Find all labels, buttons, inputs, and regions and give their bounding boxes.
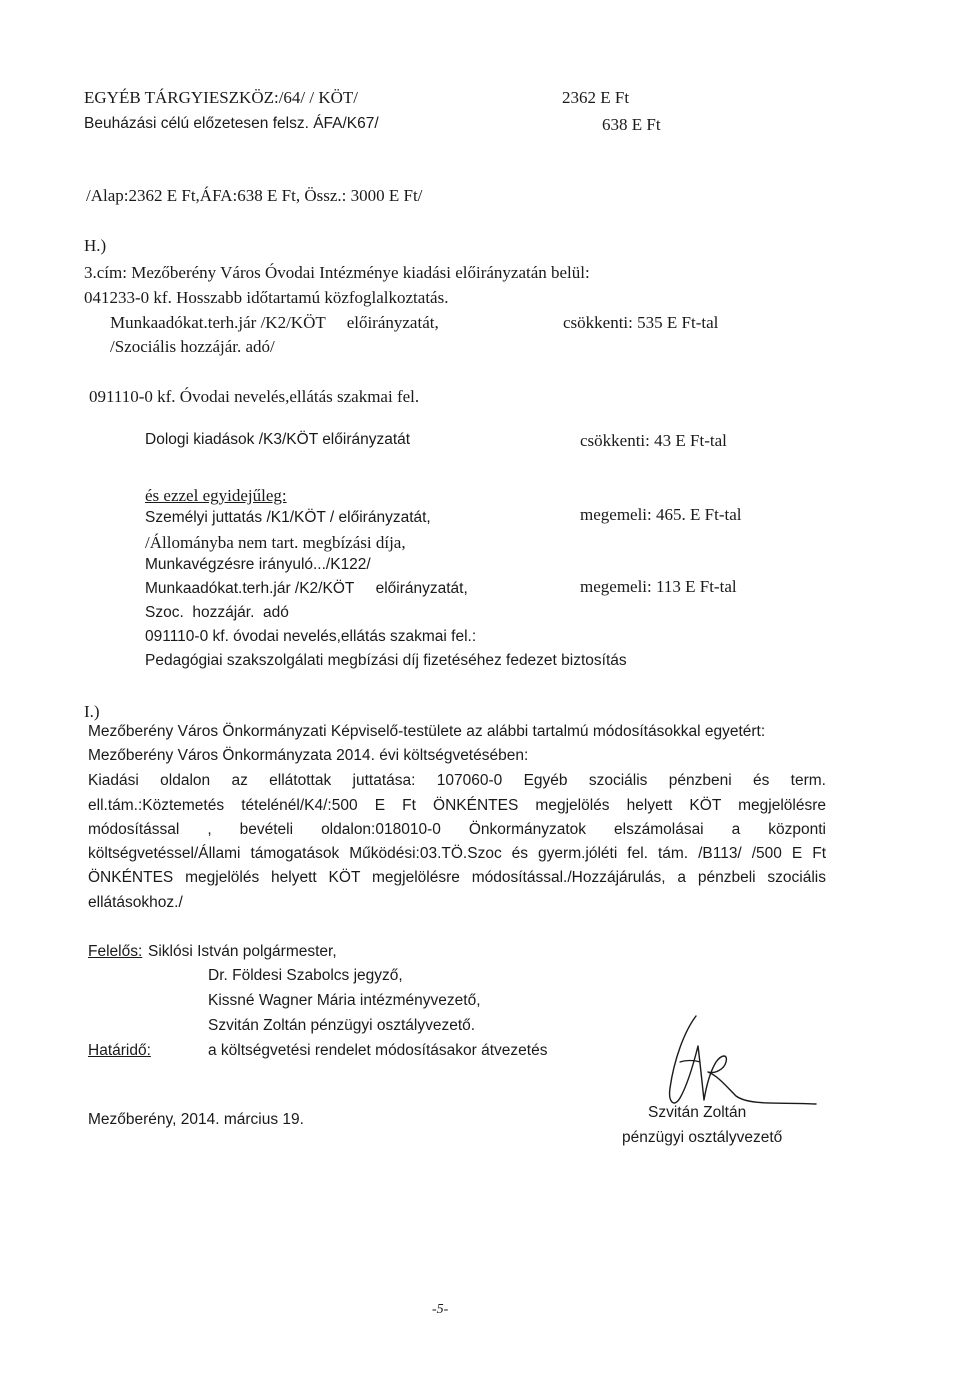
- section-i-line-6: költségvetéssel/Állami támogatások Működési:03.TÖ.Szoc és gyerm.jóléti fel. tám. /B113/ /500 E Ft: [88, 845, 826, 862]
- signer-title: pénzügyi osztályvezető: [622, 1129, 783, 1146]
- inc2-note3: Pedagógiai szakszolgálati megbízási díj fizetéséhez fedezet biztosítás: [145, 652, 627, 669]
- vat-value: 638 E Ft: [602, 115, 661, 134]
- responsible-person-2: Dr. Földesi Szabolcs jegyző,: [208, 967, 403, 984]
- section-i-marker: I.): [84, 702, 100, 721]
- section-i-line-8: ellátásokhoz./: [88, 894, 183, 911]
- inc1-note1: /Állományba nem tart. megbízási díja,: [145, 533, 406, 552]
- concurrent-label: és ezzel egyidejűleg:: [145, 486, 287, 505]
- inc2-action: megemeli: 113 E Ft-tal: [580, 577, 737, 596]
- page-number: -5-: [432, 1302, 449, 1317]
- section-i-line-3: Kiadási oldalon az ellátottak juttatása: 107060-0 Egyéb szociális pénzbeni és term.: [88, 772, 826, 789]
- place-date: Mezőberény, 2014. március 19.: [88, 1111, 304, 1128]
- inc2-line: Munkaadókat.terh.jár /K2/KÖT előirányzatát,: [145, 580, 468, 597]
- item1-code: 041233-0 kf. Hosszabb időtartamú közfoglalkoztatás.: [84, 288, 449, 307]
- item2-code: 091110-0 kf. Óvodai nevelés,ellátás szakmai fel.: [89, 387, 420, 406]
- signer-name: Szvitán Zoltán: [648, 1104, 747, 1121]
- vat-label: Beuházási célú előzetesen felsz. ÁFA/K67/: [84, 115, 379, 132]
- section-i-line-4: ell.tám.:Köztemetés tételénél/K4/:500 E Ft ÖNKÉNTES megjelölés helyett KÖT megjelölésre: [88, 797, 826, 814]
- section-i-line-1: Mezőberény Város Önkormányzati Képviselő-testülete az alábbi tartalmú módosításokkal egyetért:: [88, 723, 766, 740]
- item1-line: Munkaadókat.terh.jár /K2/KÖT előirányzatát,: [110, 313, 439, 332]
- inc1-action: megemeli: 465. E Ft-tal: [580, 505, 742, 524]
- deadline-value: a költségvetési rendelet módosításakor átvezetés: [208, 1042, 548, 1059]
- inc1-note2: Munkavégzésre irányuló.../K122/: [145, 556, 371, 573]
- section-h-marker: H.): [84, 236, 107, 255]
- item1-action: csökkenti: 535 E Ft-tal: [563, 313, 719, 332]
- item2-line: Dologi kiadások /K3/KÖT előirányzatát: [145, 431, 411, 448]
- responsible-label: Felelős:: [88, 943, 143, 960]
- inc1-line: Személyi juttatás /K1/KÖT / előirányzatát,: [145, 509, 431, 526]
- responsible-person-3: Kissné Wagner Mária intézményvezető,: [208, 992, 481, 1009]
- item2-action: csökkenti: 43 E Ft-tal: [580, 431, 727, 450]
- asset-category-label: EGYÉB TÁRGYIESZKÖZ:/64/ / KÖT/: [84, 88, 359, 107]
- section-h-title: 3.cím: Mezőberény Város Óvodai Intézménye kiadási előirányzatán belül:: [84, 263, 590, 282]
- inc2-note2: 091110-0 kf. óvodai nevelés,ellátás szakmai fel.:: [145, 628, 477, 645]
- section-i-line-5: módosítással , bevételi oldalon:018010-0 Önkormányzatok elszámolásai a központi: [88, 821, 826, 838]
- section-i-line-2: Mezőberény Város Önkormányzata 2014. évi költségvetésében:: [88, 747, 529, 764]
- deadline-label: Határidő:: [88, 1042, 151, 1059]
- responsible-first: Siklósi István polgármester,: [148, 943, 337, 960]
- header-summary: /Alap:2362 E Ft,ÁFA:638 E Ft, Össz.: 3000 E Ft/: [86, 186, 423, 205]
- section-i-line-7: ÖNKÉNTES megjelölés helyett KÖT megjelölésre módosítással./Hozzájárulás, a pénzbeli szociális: [88, 869, 826, 886]
- responsible-person-4: Szvitán Zoltán pénzügyi osztályvezető.: [208, 1017, 476, 1034]
- inc2-note1: Szoc. hozzájár. adó: [145, 604, 289, 621]
- item1-note: /Szociális hozzájár. adó/: [110, 337, 275, 356]
- asset-category-value: 2362 E Ft: [562, 88, 630, 107]
